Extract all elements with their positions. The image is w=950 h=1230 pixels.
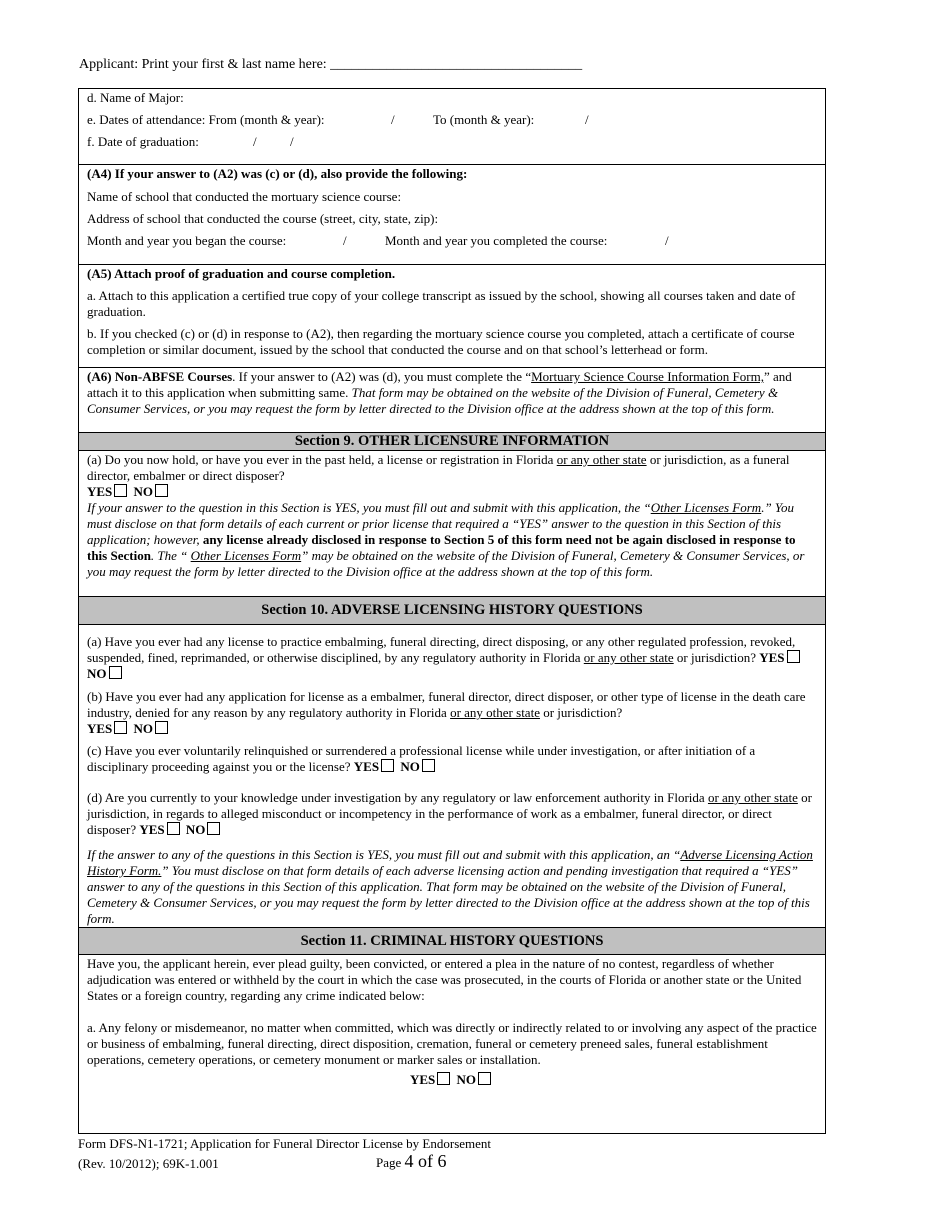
a5-item-a: a. Attach to this application a certified true copy of your college transcript as issued by the school, showing all courses taken and date of graduation. bbox=[87, 288, 796, 319]
a6-label: (A6) Non-ABFSE Courses bbox=[87, 369, 233, 384]
question-text: or jurisdiction, as a funeral director, embalmer or direct disposer? bbox=[87, 452, 790, 483]
section11-question-a: a. Any felony or misdemeanor, no matter when committed, which was directly or indirectly related to or involving any aspect of the practice or business of embalming, funeral directing, direct disposition, cremation, funeral or cemetery preneed sales, funeral establishment operations, cemetery operations, or cemetery monument or marker sales or installation. bbox=[87, 1020, 817, 1067]
section10-question-b bbox=[87, 689, 817, 721]
section9-header: Section 9. OTHER LICENSURE INFORMATION bbox=[79, 432, 825, 451]
question-text: or jurisdiction, in regards to alleged misconduct or incompetency in the performance of work as a embalmer, funeral director, or direct disposer? bbox=[87, 790, 812, 837]
section11-intro: Have you, the applicant herein, ever plead guilty, been convicted, or entered a plea in the nature of no contest, regardless of whether adjudication was entered or withheld by the court in which the case was prosecuted, in the courts of Florida or another state or the United States or a foreign country, regarding any crime indicated below: bbox=[87, 956, 802, 1003]
note-bold: any license already disclosed in response to Section 5 of this form need not be again disclosed in response to this Section bbox=[87, 532, 796, 563]
question-text: or jurisdiction? bbox=[673, 650, 756, 665]
dates-to-label: To (month & year): bbox=[433, 112, 535, 127]
completed-label: Month and year you completed the course: bbox=[385, 233, 608, 248]
applicant-name-line[interactable]: Applicant: Print your first & last name here: ____________________________________ bbox=[79, 57, 583, 72]
note-text: If the answer to any of the questions in this Section is YES, you must fill out and submit with this application, an “ bbox=[87, 847, 681, 862]
note-text: .” You must disclose on that form details of each current or prior license that required a “YES” answer to the question in this Section of this application; however, bbox=[87, 500, 794, 547]
section10-b-yes-no bbox=[87, 721, 817, 737]
grad-slash-1: / bbox=[253, 134, 257, 149]
section9-note bbox=[87, 500, 817, 580]
no-label: NO bbox=[87, 666, 107, 681]
section11-yes-no bbox=[87, 1072, 817, 1088]
footer-form-line: Form DFS-N1-1721; Application for Funeral Director License by Endorsement bbox=[78, 1136, 492, 1151]
a6-italic-note: That form may be obtained on the website of the Division of Funeral, Cemetery & Consumer Services, or you may request the form by letter directed to the Division office at the address shown at the top of this form. bbox=[87, 385, 779, 416]
other-licenses-form-link[interactable]: Other Licenses Form bbox=[650, 500, 762, 515]
other-licenses-form-link[interactable]: Other Licenses Form bbox=[190, 548, 302, 563]
question-text-underlined: or any other state bbox=[707, 790, 798, 805]
began-label: Month and year you began the course: bbox=[87, 233, 287, 248]
no-label: NO bbox=[185, 822, 206, 837]
question-text: (a) Do you now hold, or have you ever in the past held, a license or registration in Florida bbox=[87, 452, 557, 467]
graduation-label: f. Date of graduation: bbox=[87, 134, 199, 149]
footer-rev-line: (Rev. 10/2012); 69K-1.001 bbox=[78, 1156, 219, 1171]
major-name-field[interactable]: d. Name of Major: bbox=[87, 90, 184, 105]
yes-checkbox[interactable] bbox=[167, 822, 180, 835]
yes-checkbox[interactable] bbox=[787, 650, 800, 663]
course-dates-field[interactable] bbox=[87, 233, 817, 249]
no-label: NO bbox=[400, 759, 420, 774]
graduation-date-field[interactable] bbox=[87, 134, 817, 150]
no-checkbox[interactable] bbox=[155, 721, 168, 734]
a5-item-b: b. If you checked (c) or (d) in response to (A2), then regarding the mortuary science course you completed, attach a certificate of course completion or similar document, issued by the school that conducted the course and on that school’s letterhead or form. bbox=[87, 326, 795, 357]
section10-question-d bbox=[87, 790, 817, 838]
question-text: or jurisdiction? bbox=[539, 705, 623, 720]
page-number bbox=[376, 1153, 447, 1171]
question-text: (a) Have you ever had any license to practice embalming, funeral directing, direct disposing, or any other regulated profession, revoked, suspended, fined, reprimanded, or otherwise disciplined, by any regulatory authority in Florida bbox=[87, 634, 796, 665]
school-address-field[interactable]: Address of school that conducted the course (street, city, state, zip): bbox=[87, 211, 439, 226]
divider bbox=[79, 367, 825, 368]
no-label: NO bbox=[133, 484, 154, 499]
question-text-underlined: or any other state bbox=[450, 705, 540, 720]
yes-label: YES bbox=[759, 650, 785, 665]
no-checkbox[interactable] bbox=[109, 666, 122, 679]
adverse-form-link[interactable]: Adverse Licensing Action History Form. bbox=[87, 847, 813, 878]
note-text: If your answer to the question in this Section is YES, you must fill out and submit with this application, the “ bbox=[87, 500, 651, 515]
no-label: NO bbox=[133, 721, 154, 736]
a5-heading: (A5) Attach proof of graduation and course completion. bbox=[87, 266, 396, 281]
page-count: 4 of 6 bbox=[404, 1151, 447, 1171]
no-checkbox[interactable] bbox=[422, 759, 435, 772]
yes-checkbox[interactable] bbox=[437, 1072, 450, 1085]
dates-from-label: e. Dates of attendance: From (month & year): bbox=[87, 112, 325, 127]
a6-text: . If your answer to (A2) was (d), you must complete the “ bbox=[232, 369, 532, 384]
section9-question-a bbox=[87, 452, 817, 484]
dates-of-attendance[interactable] bbox=[87, 112, 817, 128]
page-prefix: Page bbox=[376, 1155, 405, 1170]
question-text: (b) Have you ever had any application for license as a embalmer, funeral director, direct disposer, or other type of license in the death care industry, denied for any reason by any regulatory authority in Florida bbox=[87, 689, 806, 720]
yes-label: YES bbox=[87, 721, 113, 736]
completed-slash: / bbox=[665, 233, 669, 248]
from-slash: / bbox=[391, 112, 395, 127]
mortuary-form-link[interactable]: Mortuary Science Course Information Form, bbox=[531, 369, 764, 384]
section10-note bbox=[87, 847, 817, 927]
yes-label: YES bbox=[409, 1072, 436, 1087]
no-checkbox[interactable] bbox=[155, 484, 168, 497]
to-slash: / bbox=[585, 112, 589, 127]
divider bbox=[79, 164, 825, 165]
section10-question-a bbox=[87, 634, 817, 682]
section11-header: Section 11. CRIMINAL HISTORY QUESTIONS bbox=[79, 927, 825, 955]
yes-label: YES bbox=[139, 822, 165, 837]
section9-yes-no bbox=[87, 484, 817, 500]
a4-heading: (A4) If your answer to (A2) was (c) or (d), also provide the following: bbox=[87, 166, 468, 181]
school-name-field[interactable]: Name of school that conducted the mortuary science course: bbox=[87, 189, 402, 204]
began-slash: / bbox=[343, 233, 347, 248]
yes-checkbox[interactable] bbox=[381, 759, 394, 772]
no-checkbox[interactable] bbox=[207, 822, 220, 835]
form-body bbox=[78, 88, 826, 1134]
no-label: NO bbox=[456, 1072, 477, 1087]
a6-text: ” and attach it to this application when submitting same. bbox=[87, 369, 792, 400]
note-text: . The “ bbox=[150, 548, 191, 563]
a6-paragraph bbox=[87, 369, 817, 417]
section10-question-c bbox=[87, 743, 817, 775]
note-text: ” may be obtained on the website of the Division of Funeral, Cemetery & Consumer Services, or you may request the form by letter directed to the Division office at the address shown at the top of this form. bbox=[87, 548, 805, 579]
yes-checkbox[interactable] bbox=[114, 721, 127, 734]
question-text: (d) Are you currently to your knowledge under investigation by any regulatory or law enforcement authority in Florida bbox=[87, 790, 708, 805]
yes-label: YES bbox=[87, 484, 113, 499]
grad-slash-2: / bbox=[290, 134, 294, 149]
yes-label: YES bbox=[353, 759, 380, 774]
question-text-underlined: or any other state bbox=[556, 452, 647, 467]
no-checkbox[interactable] bbox=[478, 1072, 491, 1085]
question-text: (c) Have you ever voluntarily relinquished or surrendered a professional license while under investigation, or after initiation of a disciplinary proceeding against you or the license? bbox=[87, 743, 756, 774]
note-text: ” You must disclose on that form details of each adverse licensing action and pending investigation that required a “YES” answer to any of the questions in this Section of this application. That form may be obtained on the website of the Division of Funeral, Cemetery & Consumer Services, or you may request the form by letter directed to the Division office at the address shown at the top of this form. bbox=[87, 863, 810, 926]
question-text-underlined: or any other state bbox=[583, 650, 674, 665]
divider bbox=[79, 264, 825, 265]
yes-checkbox[interactable] bbox=[114, 484, 127, 497]
section10-header: Section 10. ADVERSE LICENSING HISTORY QUESTIONS bbox=[79, 596, 825, 625]
